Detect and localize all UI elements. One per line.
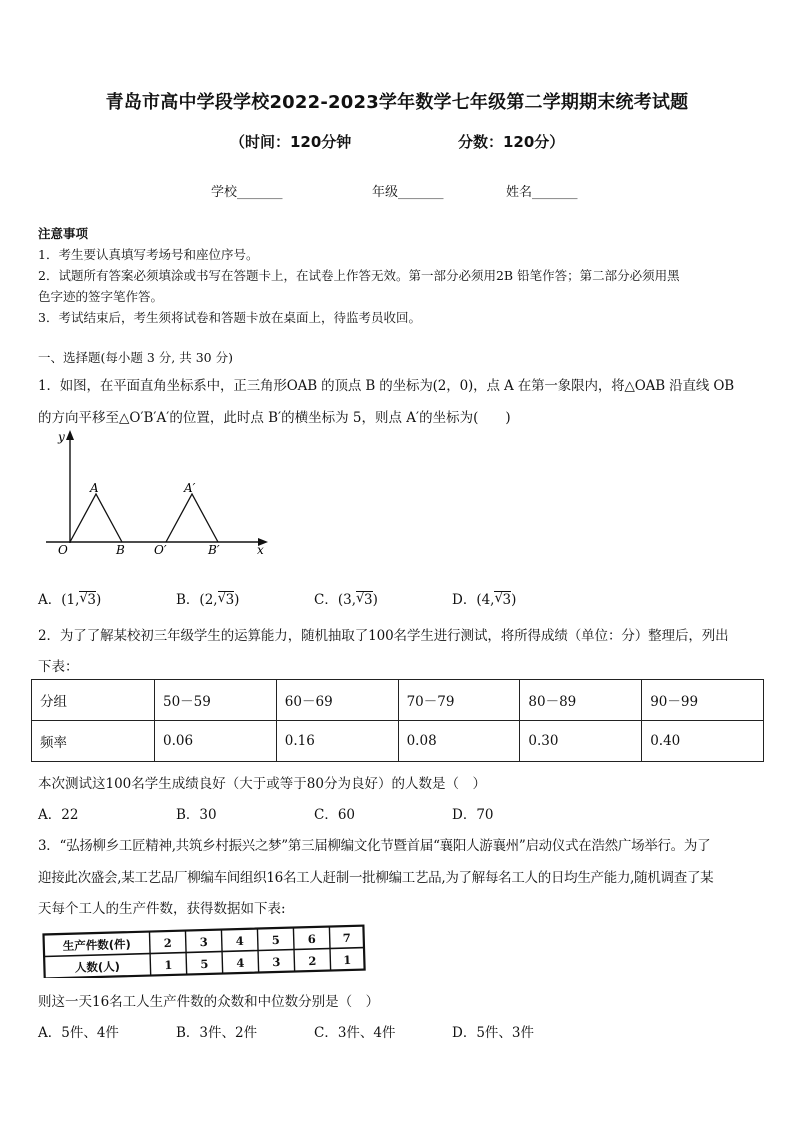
sqrt-value: [356, 591, 373, 608]
point-b-label: B: [116, 543, 125, 557]
table-cell: 0.16: [276, 721, 398, 762]
table-cell: 2: [308, 953, 317, 969]
table-cell: 0.30: [520, 721, 642, 762]
school-field[interactable]: 学校_______: [211, 185, 283, 200]
table-cell: 50－59: [155, 680, 277, 721]
option-letter: D．: [452, 592, 477, 608]
point-o-prime-label: O′: [154, 543, 167, 557]
option-letter: C．: [314, 592, 338, 608]
q1-text-line2: 的方向平移至△O′B′A′的位置，此时点 B′的横坐标为 5，则点 A′的坐标为( ): [38, 410, 511, 426]
y-axis-arrow: [66, 430, 74, 440]
q2-option-d[interactable]: D．70: [452, 807, 494, 823]
table-row: [32, 721, 764, 762]
sqrt-icon: √: [217, 590, 227, 606]
table-cell: 90－99: [642, 680, 764, 721]
point-b-prime-label: B′: [208, 543, 220, 557]
table-cell: 5: [271, 932, 280, 948]
q3-text-line2: 迎接此次盛会,某工艺品厂柳编车间组织16名工人赶制一批柳编工艺品,为了解每名工人的日均生产能力,随机调查了某: [38, 870, 714, 886]
notice-item: 2．试题所有答案必须填涂或书写在答题卡上，在试卷上作答无效。第一部分必须用2B 铅笔作答；第二部分必须用黑: [38, 268, 680, 283]
x-label: x: [257, 543, 264, 557]
q3-option-a[interactable]: A．5件、4件: [38, 1025, 119, 1041]
table-col-divider: [329, 927, 330, 971]
table-cell: 分组: [32, 680, 155, 721]
name-field[interactable]: 姓名_______: [506, 185, 578, 200]
sqrt-radicand: 3: [364, 592, 373, 608]
q3-text-line1: 3．“弘扬柳乡工匠精神,共筑乡村振兴之梦”第三届柳编文化节暨首届“襄阳人游襄州”启动仪式在浩然广场举行。为了: [38, 838, 711, 854]
point-a-prime-label: A′: [184, 481, 196, 495]
option-prefix: (2,: [199, 592, 218, 608]
table-cell: 2: [163, 935, 172, 951]
option-suffix: ): [511, 592, 517, 608]
table-cell: 3: [272, 954, 281, 970]
table-col-divider: [221, 930, 222, 974]
notice-heading: 注意事项: [38, 226, 89, 241]
table-header-cell: 人数(人): [74, 959, 121, 975]
q2-option-c[interactable]: C．60: [314, 807, 356, 823]
option-letter: A．: [38, 592, 62, 608]
q2-text-line1: 2．为了了解某校初三年级学生的运算能力，随机抽取了100名学生进行测试，将所得成绩（单位：分）整理后，列出: [38, 628, 729, 644]
section-heading: 一、选择题(每小题 3 分, 共 30 分): [38, 350, 233, 365]
option-prefix: (3,: [337, 592, 356, 608]
q3-question: 则这一天16名工人生产件数的众数和中位数分别是（ ）: [38, 994, 380, 1010]
q1-option-d[interactable]: [452, 588, 516, 608]
q3-option-c[interactable]: C．3件、4件: [314, 1025, 396, 1041]
table-col-divider: [293, 928, 294, 972]
point-a-label: A: [90, 481, 99, 495]
triangle-o2a2b2: [166, 494, 218, 542]
table-cell: 7: [342, 930, 351, 946]
q1-option-c[interactable]: [314, 588, 378, 608]
table-cell: 70－79: [398, 680, 520, 721]
table-cell: 3: [199, 934, 208, 950]
grade-field[interactable]: 年级_______: [372, 185, 444, 200]
q2-option-a[interactable]: A．22: [38, 807, 79, 823]
notice-item: 1．考生要认真填写考场号和座位序号。: [38, 247, 259, 262]
q2-option-b[interactable]: B．30: [176, 807, 217, 823]
triangle-oab: [70, 494, 122, 542]
table-cell: 频率: [32, 721, 155, 762]
sqrt-value: [79, 591, 96, 608]
table-cell: 1: [164, 957, 173, 973]
table-cell: 5: [200, 956, 209, 972]
table-col-divider: [185, 931, 186, 975]
sqrt-icon: √: [356, 590, 365, 606]
notice-item: 3．考试结束后，考生须将试卷和答题卡放在桌面上，待监考员收回。: [38, 310, 421, 325]
score-label: 分数：120分）: [458, 133, 565, 151]
sqrt-radicand: 3: [87, 592, 96, 608]
q2-frequency-table: [31, 679, 764, 762]
q2-text-line2: 下表：: [38, 659, 79, 675]
sqrt-value: [494, 591, 511, 608]
q2-question: 本次测试这100名学生成绩良好（大于或等于80分为良好）的人数是（ ）: [38, 776, 486, 792]
table-cell: 4: [235, 933, 244, 949]
table-cell: 0.40: [642, 721, 764, 762]
page-title: 青岛市高中学段学校2022-2023学年数学七年级第二学期期末统考试题: [105, 92, 689, 113]
q1-option-a[interactable]: [38, 588, 101, 608]
point-o-label: O: [58, 543, 68, 557]
option-letter: B．: [176, 592, 200, 608]
option-suffix: ): [372, 592, 378, 608]
table-cell: 80－89: [520, 680, 642, 721]
q1-coordinate-figure: [36, 428, 276, 558]
table-row: [32, 680, 764, 721]
sqrt-radicand: 3: [225, 592, 235, 608]
time-label: （时间：120分钟: [230, 133, 352, 151]
table-col-divider: [149, 932, 150, 976]
table-cell: 4: [236, 955, 245, 971]
table-cell: 6: [307, 931, 316, 947]
option-suffix: ): [96, 592, 102, 608]
notice-item: 色字迹的签字笔作答。: [38, 289, 164, 304]
y-label: y: [58, 430, 65, 444]
sqrt-value: [218, 591, 235, 608]
q1-option-b[interactable]: [176, 588, 239, 608]
table-cell: 0.06: [155, 721, 277, 762]
q3-option-d[interactable]: D．5件、3件: [452, 1025, 535, 1041]
q1-text-line1: 1．如图，在平面直角坐标系中，正三角形OAB 的顶点 B 的坐标为(2，0)，点 A 在第一象限内，将△OAB 沿直线 OB: [38, 378, 735, 394]
table-cell: 60－69: [276, 680, 398, 721]
option-prefix: (1,: [61, 592, 80, 608]
option-suffix: ): [234, 592, 240, 608]
table-col-divider: [257, 929, 258, 973]
q3-option-b[interactable]: B．3件、2件: [176, 1025, 258, 1041]
table-cell: 0.08: [398, 721, 520, 762]
table-cell: 1: [343, 952, 352, 968]
sqrt-icon: √: [494, 590, 504, 606]
table-header-cell: 生产件数(件): [62, 937, 132, 953]
option-prefix: (4,: [476, 592, 495, 608]
sqrt-icon: √: [79, 590, 89, 606]
q3-production-table: [42, 922, 368, 978]
q3-text-line3: 天每个工人的生产件数，获得数据如下表:: [38, 901, 286, 917]
sqrt-radicand: 3: [502, 592, 512, 608]
